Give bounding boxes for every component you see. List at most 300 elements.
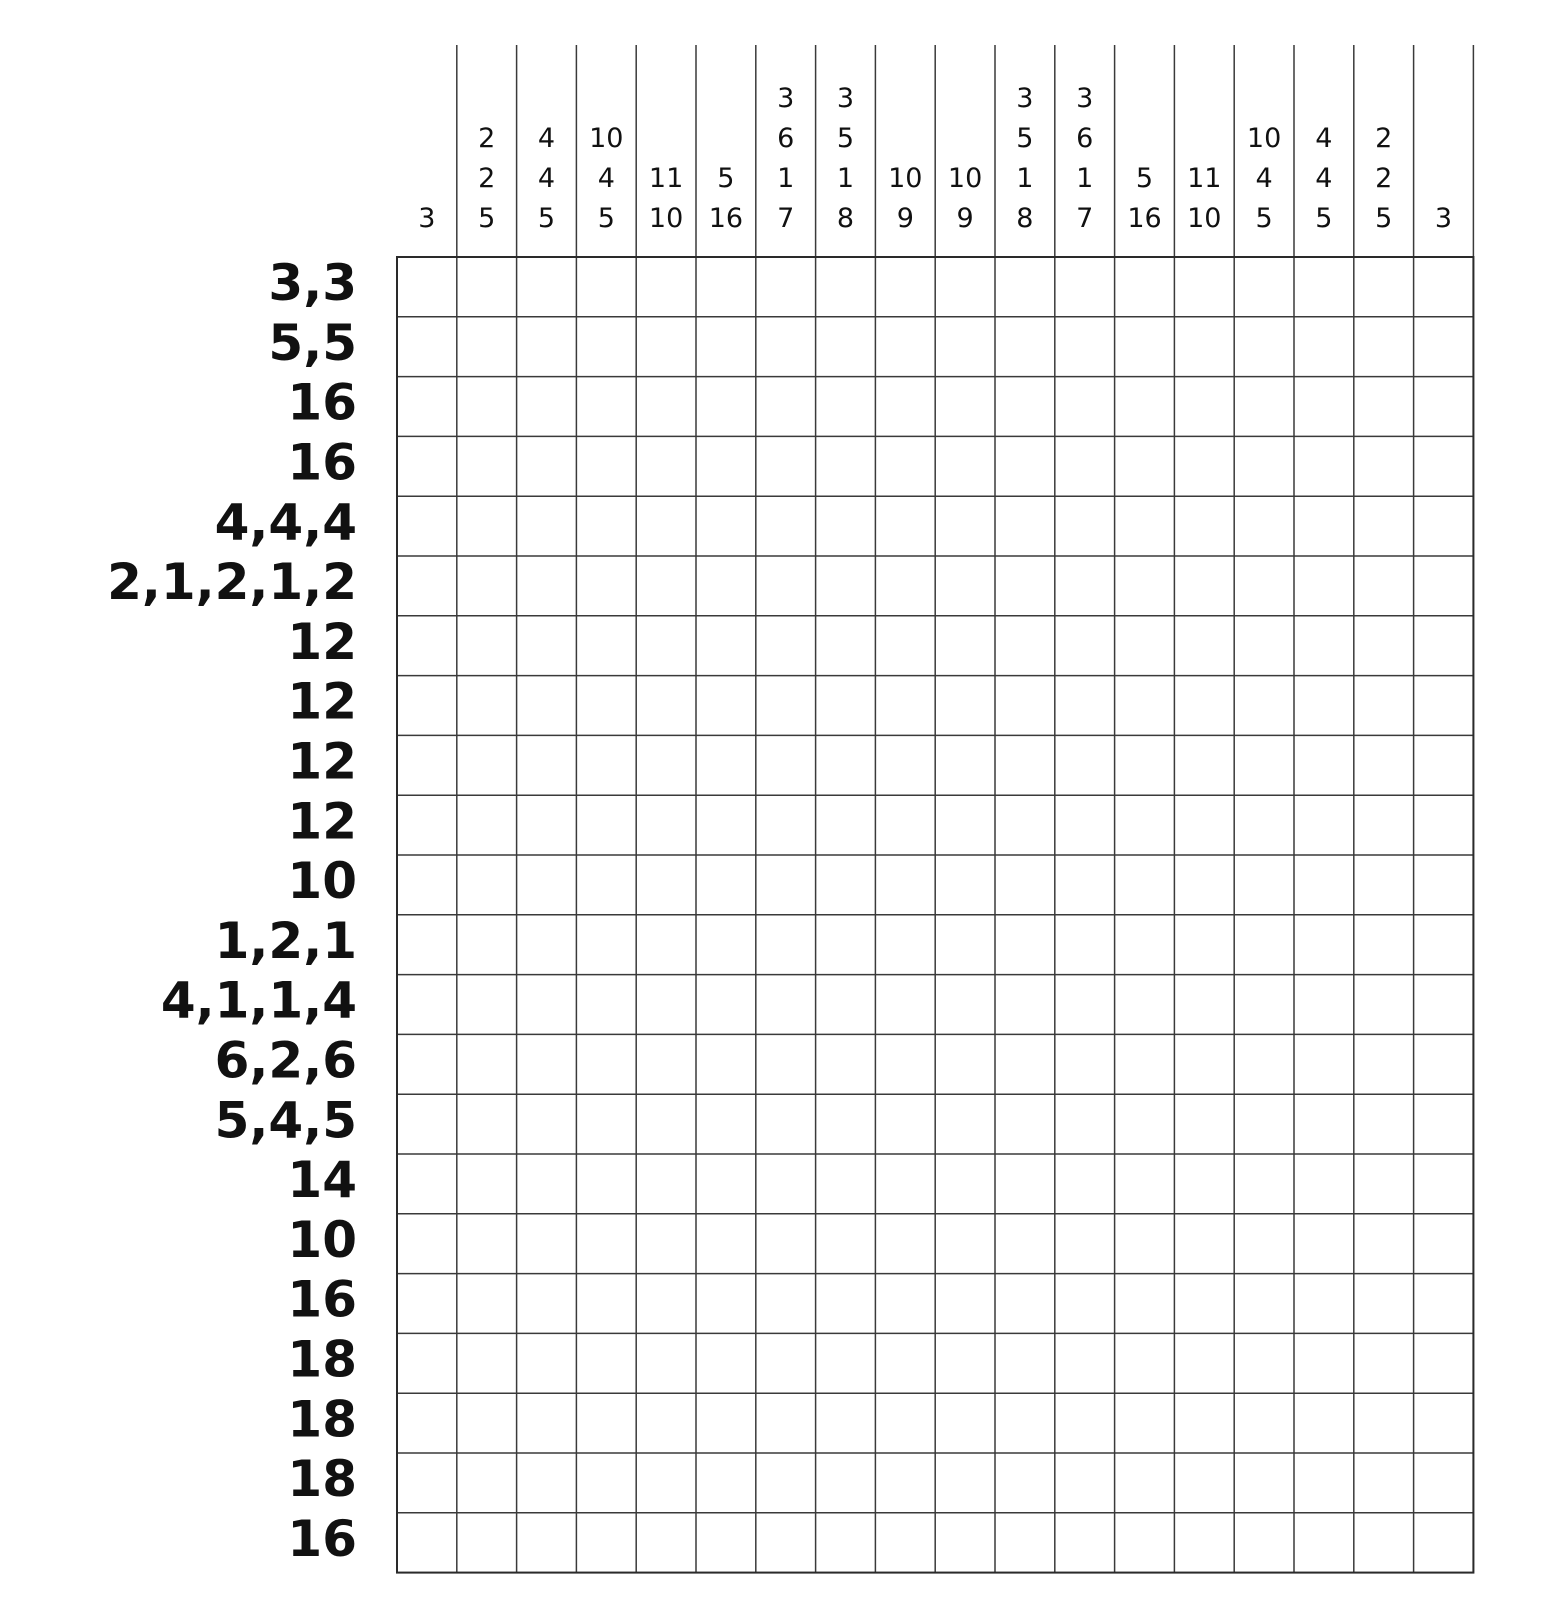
grid-cell[interactable] bbox=[1234, 1513, 1294, 1573]
grid-cell[interactable] bbox=[457, 616, 517, 676]
grid-cell[interactable] bbox=[457, 1393, 517, 1453]
grid-cell[interactable] bbox=[875, 436, 935, 496]
grid-cell[interactable] bbox=[576, 496, 636, 556]
grid-cell[interactable] bbox=[636, 436, 696, 496]
grid-cell[interactable] bbox=[1055, 1034, 1115, 1094]
grid-cell[interactable] bbox=[1115, 1214, 1175, 1274]
grid-cell[interactable] bbox=[1234, 1274, 1294, 1334]
grid-cell[interactable] bbox=[636, 1154, 696, 1214]
grid-cell[interactable] bbox=[636, 915, 696, 975]
grid-cell[interactable] bbox=[875, 1154, 935, 1214]
grid-cell[interactable] bbox=[1234, 915, 1294, 975]
grid-cell[interactable] bbox=[636, 1453, 696, 1513]
grid-cell[interactable] bbox=[756, 1393, 816, 1453]
grid-cell[interactable] bbox=[397, 1274, 457, 1334]
grid-cell[interactable] bbox=[875, 915, 935, 975]
grid-cell[interactable] bbox=[576, 556, 636, 616]
grid-cell[interactable] bbox=[696, 1453, 756, 1513]
grid-cell[interactable] bbox=[756, 676, 816, 736]
grid-cell[interactable] bbox=[1055, 1453, 1115, 1513]
grid-cell[interactable] bbox=[457, 795, 517, 855]
grid-cell[interactable] bbox=[517, 1154, 577, 1214]
grid-cell[interactable] bbox=[1414, 556, 1474, 616]
grid-cell[interactable] bbox=[816, 1453, 876, 1513]
grid-cell[interactable] bbox=[576, 1094, 636, 1154]
grid-cell[interactable] bbox=[1174, 436, 1234, 496]
grid-cell[interactable] bbox=[995, 795, 1055, 855]
grid-cell[interactable] bbox=[1055, 556, 1115, 616]
grid-cell[interactable] bbox=[1234, 975, 1294, 1035]
grid-cell[interactable] bbox=[816, 855, 876, 915]
grid-cell[interactable] bbox=[935, 735, 995, 795]
grid-cell[interactable] bbox=[576, 1214, 636, 1274]
grid-cell[interactable] bbox=[1414, 1154, 1474, 1214]
grid-cell[interactable] bbox=[397, 436, 457, 496]
grid-cell[interactable] bbox=[696, 735, 756, 795]
grid-cell[interactable] bbox=[1414, 1393, 1474, 1453]
grid-cell[interactable] bbox=[1294, 556, 1354, 616]
grid-cell[interactable] bbox=[756, 1154, 816, 1214]
grid-cell[interactable] bbox=[935, 915, 995, 975]
grid-cell[interactable] bbox=[1055, 436, 1115, 496]
grid-cell[interactable] bbox=[816, 915, 876, 975]
grid-cell[interactable] bbox=[995, 1453, 1055, 1513]
grid-cell[interactable] bbox=[756, 1513, 816, 1573]
grid-cell[interactable] bbox=[1234, 795, 1294, 855]
grid-cell[interactable] bbox=[1115, 1094, 1175, 1154]
grid-cell[interactable] bbox=[935, 1513, 995, 1573]
grid-cell[interactable] bbox=[457, 1333, 517, 1393]
grid-cell[interactable] bbox=[995, 915, 1055, 975]
grid-cell[interactable] bbox=[875, 1453, 935, 1513]
grid-cell[interactable] bbox=[1414, 1453, 1474, 1513]
grid-cell[interactable] bbox=[1055, 496, 1115, 556]
grid-cell[interactable] bbox=[995, 1214, 1055, 1274]
grid-cell[interactable] bbox=[1055, 1333, 1115, 1393]
grid-cell[interactable] bbox=[1174, 1453, 1234, 1513]
grid-cell[interactable] bbox=[1354, 795, 1414, 855]
grid-cell[interactable] bbox=[696, 1034, 756, 1094]
grid-cell[interactable] bbox=[1414, 616, 1474, 676]
grid-cell[interactable] bbox=[1354, 1333, 1414, 1393]
grid-cell[interactable] bbox=[517, 676, 577, 736]
grid-cell[interactable] bbox=[1294, 616, 1354, 676]
grid-cell[interactable] bbox=[1234, 855, 1294, 915]
grid-cell[interactable] bbox=[1234, 1154, 1294, 1214]
grid-cell[interactable] bbox=[1294, 855, 1354, 915]
grid-cell[interactable] bbox=[1354, 1453, 1414, 1513]
grid-cell[interactable] bbox=[576, 1393, 636, 1453]
grid-cell[interactable] bbox=[576, 676, 636, 736]
grid-cell[interactable] bbox=[875, 257, 935, 317]
grid-cell[interactable] bbox=[517, 1034, 577, 1094]
grid-cell[interactable] bbox=[995, 1513, 1055, 1573]
grid-cell[interactable] bbox=[995, 1154, 1055, 1214]
grid-cell[interactable] bbox=[636, 1393, 696, 1453]
grid-cell[interactable] bbox=[1414, 975, 1474, 1035]
grid-cell[interactable] bbox=[636, 616, 696, 676]
grid-cell[interactable] bbox=[1174, 496, 1234, 556]
grid-cell[interactable] bbox=[756, 735, 816, 795]
grid-cell[interactable] bbox=[1414, 1094, 1474, 1154]
grid-cell[interactable] bbox=[1055, 1513, 1115, 1573]
grid-cell[interactable] bbox=[1174, 1393, 1234, 1453]
grid-cell[interactable] bbox=[935, 1274, 995, 1334]
grid-cell[interactable] bbox=[576, 735, 636, 795]
grid-cell[interactable] bbox=[517, 1393, 577, 1453]
grid-cell[interactable] bbox=[875, 1034, 935, 1094]
grid-cell[interactable] bbox=[576, 317, 636, 377]
grid-cell[interactable] bbox=[1294, 915, 1354, 975]
grid-cell[interactable] bbox=[1354, 377, 1414, 437]
grid-cell[interactable] bbox=[1055, 735, 1115, 795]
grid-cell[interactable] bbox=[1414, 735, 1474, 795]
grid-cell[interactable] bbox=[756, 1453, 816, 1513]
grid-cell[interactable] bbox=[696, 1333, 756, 1393]
grid-cell[interactable] bbox=[1115, 1333, 1175, 1393]
grid-cell[interactable] bbox=[397, 616, 457, 676]
grid-cell[interactable] bbox=[875, 556, 935, 616]
grid-cell[interactable] bbox=[756, 496, 816, 556]
grid-cell[interactable] bbox=[816, 1393, 876, 1453]
grid-cell[interactable] bbox=[576, 377, 636, 437]
grid-cell[interactable] bbox=[1294, 1214, 1354, 1274]
grid-cell[interactable] bbox=[457, 556, 517, 616]
grid-cell[interactable] bbox=[1055, 1154, 1115, 1214]
grid-cell[interactable] bbox=[995, 436, 1055, 496]
grid-cell[interactable] bbox=[1174, 1274, 1234, 1334]
grid-cell[interactable] bbox=[1115, 915, 1175, 975]
grid-cell[interactable] bbox=[756, 257, 816, 317]
grid-cell[interactable] bbox=[1234, 1034, 1294, 1094]
grid-cell[interactable] bbox=[935, 1453, 995, 1513]
grid-cell[interactable] bbox=[935, 676, 995, 736]
grid-cell[interactable] bbox=[1294, 975, 1354, 1035]
grid-cell[interactable] bbox=[756, 975, 816, 1035]
grid-cell[interactable] bbox=[1234, 1094, 1294, 1154]
grid-cell[interactable] bbox=[816, 1513, 876, 1573]
grid-cell[interactable] bbox=[1174, 257, 1234, 317]
grid-cell[interactable] bbox=[1234, 1393, 1294, 1453]
grid-cell[interactable] bbox=[875, 795, 935, 855]
grid-cell[interactable] bbox=[1354, 556, 1414, 616]
grid-cell[interactable] bbox=[696, 1393, 756, 1453]
grid-cell[interactable] bbox=[875, 1513, 935, 1573]
grid-cell[interactable] bbox=[995, 1094, 1055, 1154]
grid-cell[interactable] bbox=[1234, 1214, 1294, 1274]
grid-cell[interactable] bbox=[1294, 257, 1354, 317]
grid-cell[interactable] bbox=[756, 436, 816, 496]
grid-cell[interactable] bbox=[1414, 496, 1474, 556]
grid-cell[interactable] bbox=[1115, 975, 1175, 1035]
grid-cell[interactable] bbox=[1294, 1393, 1354, 1453]
grid-cell[interactable] bbox=[995, 1034, 1055, 1094]
grid-cell[interactable] bbox=[935, 1333, 995, 1393]
grid-cell[interactable] bbox=[875, 735, 935, 795]
grid-cell[interactable] bbox=[935, 795, 995, 855]
grid-cell[interactable] bbox=[517, 436, 577, 496]
grid-cell[interactable] bbox=[1234, 496, 1294, 556]
grid-cell[interactable] bbox=[756, 1274, 816, 1334]
grid-cell[interactable] bbox=[1354, 915, 1414, 975]
grid-cell[interactable] bbox=[1174, 1513, 1234, 1573]
grid-cell[interactable] bbox=[875, 317, 935, 377]
grid-cell[interactable] bbox=[1414, 1513, 1474, 1573]
grid-cell[interactable] bbox=[1234, 317, 1294, 377]
grid-cell[interactable] bbox=[517, 496, 577, 556]
grid-cell[interactable] bbox=[1115, 1274, 1175, 1334]
grid-cell[interactable] bbox=[457, 975, 517, 1035]
grid-cell[interactable] bbox=[397, 556, 457, 616]
grid-cell[interactable] bbox=[935, 257, 995, 317]
grid-cell[interactable] bbox=[576, 257, 636, 317]
grid-cell[interactable] bbox=[1115, 257, 1175, 317]
grid-cell[interactable] bbox=[1055, 855, 1115, 915]
grid-cell[interactable] bbox=[696, 1094, 756, 1154]
grid-cell[interactable] bbox=[517, 795, 577, 855]
grid-cell[interactable] bbox=[1414, 377, 1474, 437]
grid-cell[interactable] bbox=[756, 616, 816, 676]
grid-cell[interactable] bbox=[875, 1274, 935, 1334]
grid-cell[interactable] bbox=[1354, 1034, 1414, 1094]
grid-cell[interactable] bbox=[457, 1094, 517, 1154]
grid-cell[interactable] bbox=[1294, 496, 1354, 556]
grid-cell[interactable] bbox=[1115, 855, 1175, 915]
grid-cell[interactable] bbox=[1174, 317, 1234, 377]
grid-cell[interactable] bbox=[576, 1274, 636, 1334]
grid-cell[interactable] bbox=[875, 616, 935, 676]
grid-cell[interactable] bbox=[636, 1274, 696, 1334]
grid-cell[interactable] bbox=[1115, 735, 1175, 795]
grid-cell[interactable] bbox=[1055, 1214, 1115, 1274]
grid-cell[interactable] bbox=[576, 1154, 636, 1214]
grid-cell[interactable] bbox=[1414, 1034, 1474, 1094]
grid-cell[interactable] bbox=[1055, 1274, 1115, 1334]
grid-cell[interactable] bbox=[1354, 616, 1414, 676]
grid-cell[interactable] bbox=[816, 1214, 876, 1274]
grid-cell[interactable] bbox=[1234, 436, 1294, 496]
grid-cell[interactable] bbox=[1354, 676, 1414, 736]
grid-cell[interactable] bbox=[1354, 855, 1414, 915]
grid-cell[interactable] bbox=[1174, 1333, 1234, 1393]
grid-cell[interactable] bbox=[875, 377, 935, 437]
grid-cell[interactable] bbox=[1115, 436, 1175, 496]
grid-cell[interactable] bbox=[816, 257, 876, 317]
grid-cell[interactable] bbox=[696, 257, 756, 317]
grid-cell[interactable] bbox=[995, 855, 1055, 915]
grid-cell[interactable] bbox=[1414, 257, 1474, 317]
grid-cell[interactable] bbox=[636, 1513, 696, 1573]
grid-cell[interactable] bbox=[397, 795, 457, 855]
grid-cell[interactable] bbox=[756, 377, 816, 437]
grid-cell[interactable] bbox=[576, 1333, 636, 1393]
grid-cell[interactable] bbox=[636, 1034, 696, 1094]
grid-cell[interactable] bbox=[756, 915, 816, 975]
grid-cell[interactable] bbox=[457, 676, 517, 736]
grid-cell[interactable] bbox=[1115, 795, 1175, 855]
grid-cell[interactable] bbox=[517, 915, 577, 975]
grid-cell[interactable] bbox=[1414, 855, 1474, 915]
grid-cell[interactable] bbox=[875, 1094, 935, 1154]
grid-cell[interactable] bbox=[1294, 1513, 1354, 1573]
grid-cell[interactable] bbox=[816, 1094, 876, 1154]
grid-cell[interactable] bbox=[1354, 1393, 1414, 1453]
grid-cell[interactable] bbox=[1294, 676, 1354, 736]
grid-cell[interactable] bbox=[995, 975, 1055, 1035]
grid-cell[interactable] bbox=[517, 1274, 577, 1334]
grid-cell[interactable] bbox=[816, 676, 876, 736]
grid-cell[interactable] bbox=[457, 1154, 517, 1214]
grid-cell[interactable] bbox=[816, 1034, 876, 1094]
grid-cell[interactable] bbox=[1234, 735, 1294, 795]
grid-cell[interactable] bbox=[696, 1274, 756, 1334]
grid-cell[interactable] bbox=[1414, 1274, 1474, 1334]
grid-cell[interactable] bbox=[636, 257, 696, 317]
grid-cell[interactable] bbox=[696, 436, 756, 496]
grid-cell[interactable] bbox=[1174, 616, 1234, 676]
grid-cell[interactable] bbox=[696, 1154, 756, 1214]
grid-cell[interactable] bbox=[576, 975, 636, 1035]
grid-cell[interactable] bbox=[756, 795, 816, 855]
grid-cell[interactable] bbox=[995, 257, 1055, 317]
grid-cell[interactable] bbox=[875, 1214, 935, 1274]
grid-cell[interactable] bbox=[1115, 1453, 1175, 1513]
grid-cell[interactable] bbox=[1294, 317, 1354, 377]
grid-cell[interactable] bbox=[696, 496, 756, 556]
grid-cell[interactable] bbox=[397, 317, 457, 377]
grid-cell[interactable] bbox=[696, 1214, 756, 1274]
grid-cell[interactable] bbox=[457, 915, 517, 975]
grid-cell[interactable] bbox=[457, 1034, 517, 1094]
grid-cell[interactable] bbox=[1294, 1154, 1354, 1214]
grid-cell[interactable] bbox=[1294, 1094, 1354, 1154]
grid-cell[interactable] bbox=[1115, 377, 1175, 437]
grid-cell[interactable] bbox=[1174, 975, 1234, 1035]
grid-cell[interactable] bbox=[875, 1393, 935, 1453]
grid-cell[interactable] bbox=[517, 616, 577, 676]
grid-cell[interactable] bbox=[696, 975, 756, 1035]
grid-cell[interactable] bbox=[457, 496, 517, 556]
grid-cell[interactable] bbox=[696, 616, 756, 676]
grid-cell[interactable] bbox=[1115, 556, 1175, 616]
grid-cell[interactable] bbox=[1115, 1513, 1175, 1573]
grid-cell[interactable] bbox=[457, 1214, 517, 1274]
grid-cell[interactable] bbox=[636, 377, 696, 437]
grid-cell[interactable] bbox=[1055, 1094, 1115, 1154]
grid-cell[interactable] bbox=[636, 975, 696, 1035]
grid-cell[interactable] bbox=[576, 616, 636, 676]
grid-cell[interactable] bbox=[457, 317, 517, 377]
grid-cell[interactable] bbox=[1055, 1393, 1115, 1453]
grid-cell[interactable] bbox=[397, 1393, 457, 1453]
grid-cell[interactable] bbox=[995, 735, 1055, 795]
grid-cell[interactable] bbox=[756, 1034, 816, 1094]
grid-cell[interactable] bbox=[875, 496, 935, 556]
grid-cell[interactable] bbox=[995, 1274, 1055, 1334]
grid-cell[interactable] bbox=[1115, 1034, 1175, 1094]
grid-cell[interactable] bbox=[517, 317, 577, 377]
grid-cell[interactable] bbox=[935, 317, 995, 377]
grid-cell[interactable] bbox=[1234, 616, 1294, 676]
grid-cell[interactable] bbox=[1055, 975, 1115, 1035]
grid-cell[interactable] bbox=[935, 377, 995, 437]
grid-cell[interactable] bbox=[397, 257, 457, 317]
grid-cell[interactable] bbox=[1354, 496, 1414, 556]
grid-cell[interactable] bbox=[696, 556, 756, 616]
grid-cell[interactable] bbox=[696, 795, 756, 855]
grid-cell[interactable] bbox=[397, 1453, 457, 1513]
grid-cell[interactable] bbox=[397, 855, 457, 915]
grid-cell[interactable] bbox=[517, 556, 577, 616]
grid-cell[interactable] bbox=[1174, 915, 1234, 975]
grid-cell[interactable] bbox=[576, 436, 636, 496]
grid-cell[interactable] bbox=[1354, 257, 1414, 317]
grid-cell[interactable] bbox=[1055, 915, 1115, 975]
grid-cell[interactable] bbox=[1354, 735, 1414, 795]
grid-cell[interactable] bbox=[935, 1393, 995, 1453]
grid-cell[interactable] bbox=[816, 556, 876, 616]
grid-cell[interactable] bbox=[397, 1034, 457, 1094]
grid-cell[interactable] bbox=[397, 377, 457, 437]
grid-cell[interactable] bbox=[517, 1094, 577, 1154]
grid-cell[interactable] bbox=[1055, 377, 1115, 437]
grid-cell[interactable] bbox=[696, 317, 756, 377]
grid-cell[interactable] bbox=[1294, 436, 1354, 496]
grid-cell[interactable] bbox=[1354, 975, 1414, 1035]
grid-cell[interactable] bbox=[576, 1513, 636, 1573]
grid-cell[interactable] bbox=[1294, 1453, 1354, 1513]
grid-cell[interactable] bbox=[517, 975, 577, 1035]
grid-cell[interactable] bbox=[1294, 1034, 1354, 1094]
grid-cell[interactable] bbox=[1234, 257, 1294, 317]
grid-cell[interactable] bbox=[1414, 676, 1474, 736]
grid-cell[interactable] bbox=[756, 855, 816, 915]
grid-cell[interactable] bbox=[636, 735, 696, 795]
grid-cell[interactable] bbox=[636, 795, 696, 855]
grid-cell[interactable] bbox=[935, 975, 995, 1035]
grid-cell[interactable] bbox=[816, 1274, 876, 1334]
grid-cell[interactable] bbox=[397, 1333, 457, 1393]
grid-cell[interactable] bbox=[696, 855, 756, 915]
grid-cell[interactable] bbox=[1055, 257, 1115, 317]
grid-cell[interactable] bbox=[935, 436, 995, 496]
grid-cell[interactable] bbox=[935, 1154, 995, 1214]
grid-cell[interactable] bbox=[816, 1333, 876, 1393]
grid-cell[interactable] bbox=[935, 1094, 995, 1154]
grid-cell[interactable] bbox=[1234, 1333, 1294, 1393]
grid-cell[interactable] bbox=[636, 1094, 696, 1154]
grid-cell[interactable] bbox=[1115, 1154, 1175, 1214]
grid-cell[interactable] bbox=[756, 1214, 816, 1274]
grid-cell[interactable] bbox=[875, 975, 935, 1035]
grid-cell[interactable] bbox=[696, 377, 756, 437]
grid-cell[interactable] bbox=[397, 735, 457, 795]
grid-cell[interactable] bbox=[517, 1333, 577, 1393]
grid-cell[interactable] bbox=[1354, 436, 1414, 496]
grid-cell[interactable] bbox=[397, 915, 457, 975]
grid-cell[interactable] bbox=[1294, 735, 1354, 795]
grid-cell[interactable] bbox=[1174, 855, 1234, 915]
grid-cell[interactable] bbox=[995, 317, 1055, 377]
grid-cell[interactable] bbox=[397, 1513, 457, 1573]
grid-cell[interactable] bbox=[1354, 1513, 1414, 1573]
grid-cell[interactable] bbox=[995, 1393, 1055, 1453]
grid-cell[interactable] bbox=[816, 616, 876, 676]
grid-cell[interactable] bbox=[457, 436, 517, 496]
grid-cell[interactable] bbox=[1414, 1214, 1474, 1274]
grid-cell[interactable] bbox=[1174, 1154, 1234, 1214]
grid-cell[interactable] bbox=[636, 496, 696, 556]
